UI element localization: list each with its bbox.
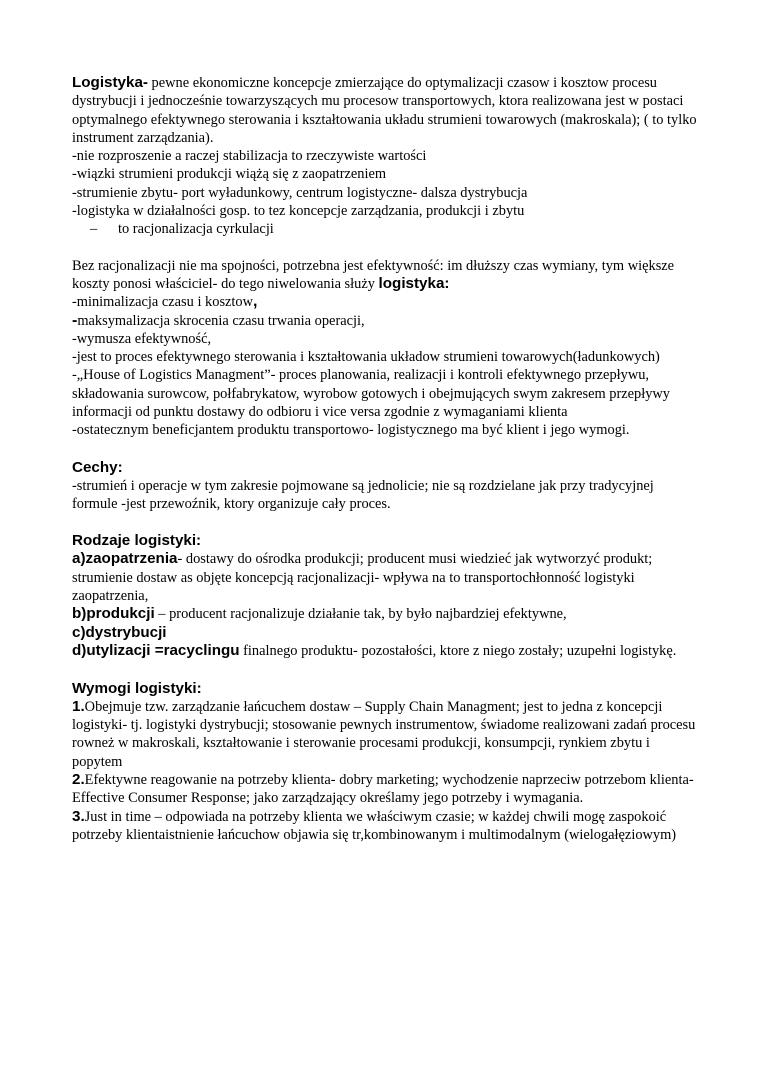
features-heading: Cechy: [72, 458, 123, 476]
spacer [72, 513, 702, 531]
features-text: -strumień i operacje w tym zakresie pojmowane są jednolicie; nie są rozdzielane jak przy tradycyjnej formule -jest przewoźnik, ktory organizuje cały proces. [72, 477, 654, 512]
type-text: – producent racjonalizuje działanie tak, by było najbardziej efektywne, [154, 606, 567, 623]
intro-line: -strumienie zbytu- port wyładunkowy, centrum logistyczne- dalsza dystrybucja [72, 184, 528, 201]
rationalization-line: -wymusza efektywność, [72, 330, 212, 347]
intro-paragraph [72, 74, 702, 147]
requirement-item [72, 808, 702, 845]
dash-mark: – [90, 221, 98, 238]
requirement-item [72, 698, 702, 771]
requirement-number: 3. [72, 807, 85, 825]
requirement-number: 1. [72, 697, 85, 715]
spacer [72, 440, 702, 458]
intro-line: -logistyka w działalności gosp. to tez koncepcje zarządzania, produkcji i zbytu [72, 203, 525, 220]
requirement-item [72, 771, 702, 808]
spacer [72, 661, 702, 679]
rationalization-item-dash: - [72, 311, 78, 329]
rationalization-line: -„House of Logistics Managment”- proces planowania, realizacji i kontroli efektywnego przepływu, składowania surowcow, połfabrykatow, wyrobow gotowych i obejmujących swym zakresem przepływy [72, 367, 670, 402]
type-label: a)zaopatrzenia [72, 550, 178, 568]
requirement-number: 2. [72, 770, 85, 788]
rationalization-item-comma: , [253, 293, 258, 311]
rationalization-term: logistyka: [378, 274, 450, 292]
document-page [72, 74, 702, 844]
types-item-b [72, 605, 702, 623]
rationalization-item-text: maksymalizacja skrocenia czasu trwania operacji, [77, 312, 365, 329]
requirement-text: Efektywne reagowanie na potrzeby klienta- dobry marketing; wychodzenie naprzeciw potrzebom klienta-Effective Consumer Response; jako zarządzający określamy jego potrzeby i wymagania. [72, 771, 694, 807]
requirements-heading: Wymogi logistyki: [72, 679, 202, 697]
types-heading: Rodzaje logistyki: [72, 532, 202, 550]
types-item-d [72, 642, 702, 660]
rationalization-item-text: -minimalizacja czasu i kosztow [72, 294, 254, 311]
types-item-a [72, 550, 702, 605]
rationalization-text: Bez racjonalizacji nie ma spojności, potrzebna jest efektywność: im dłuższy czas wymiany, tym większe koszty ponosi właściciel- do tego niwelowania służy [72, 257, 675, 292]
intro-line: -nie rozproszenie a raczej stabilizacja to rzeczywiste wartości [72, 148, 427, 165]
intro-definition: pewne ekonomiczne koncepcje zmierzające do optymalizacji czasow i kosztow procesu dystrybucji i jednocześnie towarzyszących mu procesow transportowych, ktora realizowana jest w postaci optymalnego efektywnego sterowania i kształtowania układu strumieni towarowych (makroskala); ( to tylko instrument zarządzania). [72, 75, 697, 146]
types-item-c: c)dystrybucji [72, 624, 167, 642]
rationalization-line: -jest to proces efektywnego sterowania i kształtowania układow strumieni towarowych(ładunkowych) [72, 349, 660, 366]
intro-term: Logistyka- [72, 74, 148, 91]
requirement-text: Just in time – odpowiada na potrzeby klienta we właściwym czasie; w każdej chwili mogę zaspokoić potrzeby klientaistnienie łańcuchow objawia się tr,kombinowanym i multimodalnym (wielogałęziowym) [72, 808, 677, 843]
rationalization-line: informacji od punktu dostawy do odbioru i vice versa zgodnie z wymaganiami klienta [72, 404, 568, 421]
spacer [72, 239, 702, 257]
rationalization-line: -ostatecznym beneficjantem produktu transportowo- logistycznego ma być klient i jego wymogi. [72, 422, 630, 439]
type-text: finalnego produktu- pozostałości, ktore z niego zostały; uzupełni logistykę. [239, 643, 677, 660]
type-text: - dostawy do ośrodka produkcji; producent musi wiedzieć jak wytworzyć produkt; strumienie dostaw as objęte koncepcją racjonalizacji- wpływa na to transportochłonność logistyki zaopatrzenia, [72, 551, 653, 604]
dash-item-text: to racjonalizacja cyrkulacji [118, 221, 274, 238]
requirement-text: Obejmuje tzw. zarządzanie łańcuchem dostaw – Supply Chain Managment; jest to jedna z koncepcji logistyki- tj. logistyki dystrybucji; stosowanie pewnych instrumentow, świadome realizowani zadań procesu rowneż w makroskali, kształtowanie i sterowanie procesami produkcji, konsumpcji, rynkiem zbytu i popytem [72, 698, 696, 770]
type-label: d)utylizacji =racyclingu [72, 642, 240, 660]
rationalization-item [72, 312, 702, 330]
intro-line: -wiązki strumieni produkcji wiążą się z zaopatrzeniem [72, 166, 387, 183]
type-label: b)produkcji [72, 605, 155, 623]
rationalization-item [72, 293, 702, 311]
intro-dash-item [72, 220, 702, 238]
rationalization-paragraph [72, 257, 702, 294]
